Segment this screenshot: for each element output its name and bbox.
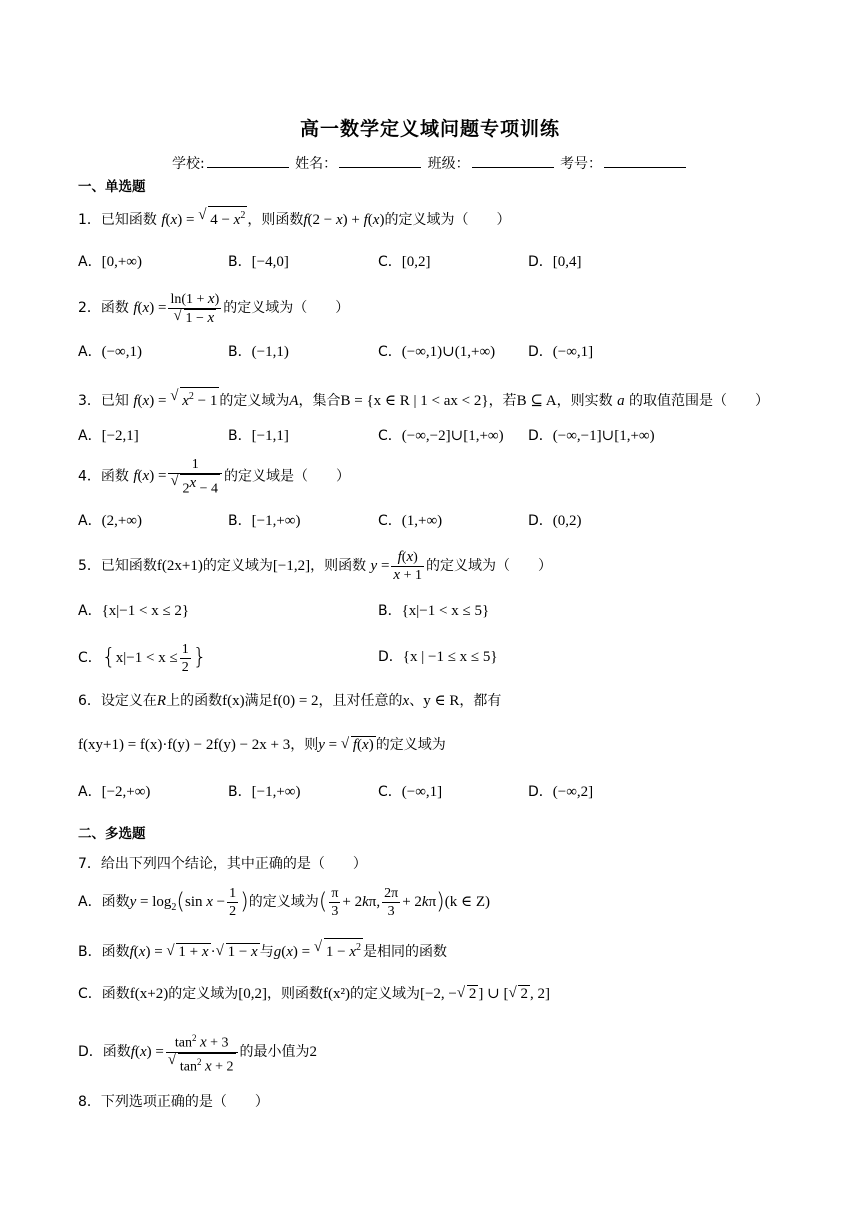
- formula: f(x) = ln(1 + x) √ 1 − x: [133, 290, 220, 326]
- formula: f(x) = √ $x^2 - 1$: [133, 388, 218, 409]
- question-7: 7．给出下列四个结论，其中正确的是（ ）: [78, 856, 367, 872]
- q7-option-c[interactable]: C．函数f(x+2)的定义域为[0,2]，则函数f(x²)的定义域为[−2, − √ 2 ] ∪ [ √ 2 , 2]: [78, 985, 550, 1002]
- q2-option-d[interactable]: D．(−∞,1]: [528, 344, 594, 360]
- q6-option-a[interactable]: A．[−2,+∞): [78, 784, 151, 800]
- page-title: 高一数学定义域问题专项训练: [299, 118, 560, 140]
- question-4: 4．函数 f(x) = 1 √ $2^x - 4$ 的定义域是（ ）: [78, 457, 351, 497]
- question-5: 5．已知函数f(2x+1)的定义域为[−1,2]，则函数 y = $\frac{f(x)}{x + 1}$ 的定义域为（ ）: [78, 549, 552, 584]
- school-blank[interactable]: [207, 155, 289, 168]
- q6-option-d[interactable]: D．(−∞,2]: [528, 784, 594, 800]
- q4-option-c[interactable]: C．(1,+∞): [378, 513, 443, 529]
- q6-option-b[interactable]: B．[−1,+∞): [228, 784, 301, 800]
- q1-option-d[interactable]: D．[0,4]: [528, 254, 582, 270]
- q4-option-a[interactable]: A．(2,+∞): [78, 513, 142, 529]
- q2-option-b[interactable]: B．(−1,1): [228, 344, 289, 360]
- name-blank[interactable]: [339, 155, 421, 168]
- question-8: 8．下列选项正确的是（ ）: [78, 1094, 269, 1110]
- question-2: 2．函数 f(x) = ln(1 + x) √ 1 − x 的定义域为（ ）: [78, 290, 350, 326]
- q6-option-c[interactable]: C．(−∞,1]: [378, 784, 443, 800]
- question-6: 6．设定义在R上的函数f(x)满足f(0) = 2，且对任意的x、y ∈ R，都有: [78, 693, 502, 709]
- id-blank[interactable]: [604, 155, 686, 168]
- formula: f(x) = 1 √ $2^x - 4$: [133, 468, 224, 484]
- section-multi-choice: 二、多选题: [78, 826, 146, 842]
- q7-option-a[interactable]: A．函数$y = \log_2(\sin$ x − $\frac{1}{2}$ )的定义域为( $\frac{\pi}{3}$ + 2kπ, $\frac{2\pi}{3}$ + 2kπ)(k ∈ Z): [78, 886, 491, 920]
- id-label: 考号：: [560, 156, 603, 172]
- student-info-line: [0, 153, 860, 173]
- q1-option-a[interactable]: A．[0,+∞): [78, 254, 142, 270]
- question-text: ，则函数: [247, 212, 304, 228]
- section-single-choice: 一、单选题: [78, 179, 146, 195]
- q4-option-d[interactable]: D．(0,2): [528, 513, 582, 529]
- q1-option-c[interactable]: C．[0,2]: [378, 254, 431, 270]
- q5-option-b[interactable]: B．{x|−1 < x ≤ 5}: [378, 603, 490, 619]
- q5-option-c[interactable]: C．{x|−1 < x ≤ $\frac{1}{2}$ }: [78, 641, 207, 675]
- school-label: 学校:: [171, 156, 205, 172]
- formula: y = √ f(x): [318, 736, 374, 753]
- q2-option-c[interactable]: C．(−∞,1)∪(1,+∞): [378, 344, 496, 360]
- question-number: 1．: [78, 212, 101, 228]
- question-text: 的定义域为（ ）: [384, 212, 511, 228]
- q3-option-a[interactable]: A．[−2,1]: [78, 428, 139, 444]
- question-6-equation: f(xy+1) = f(x)·f(y) − 2f(y) − 2x + 3，则y = √ f(x) 的定义域为: [78, 736, 446, 753]
- formula: f(x) = √ $4 - x^2$: [161, 207, 246, 228]
- q5-option-d[interactable]: D．{x | −1 ≤ x ≤ 5}: [378, 649, 498, 665]
- q7-option-d[interactable]: D．函数f(x) = $\tan^2 x + 3$ √ $\tan^2 x + 2$ 的最小值为2: [78, 1030, 317, 1075]
- q4-option-b[interactable]: B．[−1,+∞): [228, 513, 301, 529]
- formula: y = $\frac{f(x)}{x + 1}$: [370, 549, 422, 584]
- class-label: 班级：: [427, 156, 470, 172]
- question-3: 3．已知 f(x) = √ $x^2 - 1$ 的定义域为A，集合B = {x ∈ R | 1 < ax < 2}，若B ⊆ A，则实数 a 的取值范围是（ ）: [78, 388, 770, 409]
- q1-option-b[interactable]: B．[−4,0]: [228, 254, 289, 270]
- q5-option-a[interactable]: A．{x|−1 < x ≤ 2}: [78, 603, 190, 619]
- q3-option-d[interactable]: D．(−∞,−1]∪[1,+∞): [528, 428, 655, 444]
- q3-option-c[interactable]: C．(−∞,−2]∪[1,+∞): [378, 428, 504, 444]
- q7-option-b[interactable]: B．函数f(x) = √ 1 + x · √ 1 − x 与g(x) = √ $1 - x^2$ 是相同的函数: [78, 939, 447, 960]
- q2-option-a[interactable]: A．(−∞,1): [78, 344, 142, 360]
- question-text: 已知函数: [100, 212, 157, 228]
- name-label: 姓名：: [295, 156, 338, 172]
- formula: f(2 − x) + f(x): [303, 212, 385, 228]
- class-blank[interactable]: [472, 155, 554, 168]
- q3-option-b[interactable]: B．[−1,1]: [228, 428, 289, 444]
- question-1: [78, 206, 510, 230]
